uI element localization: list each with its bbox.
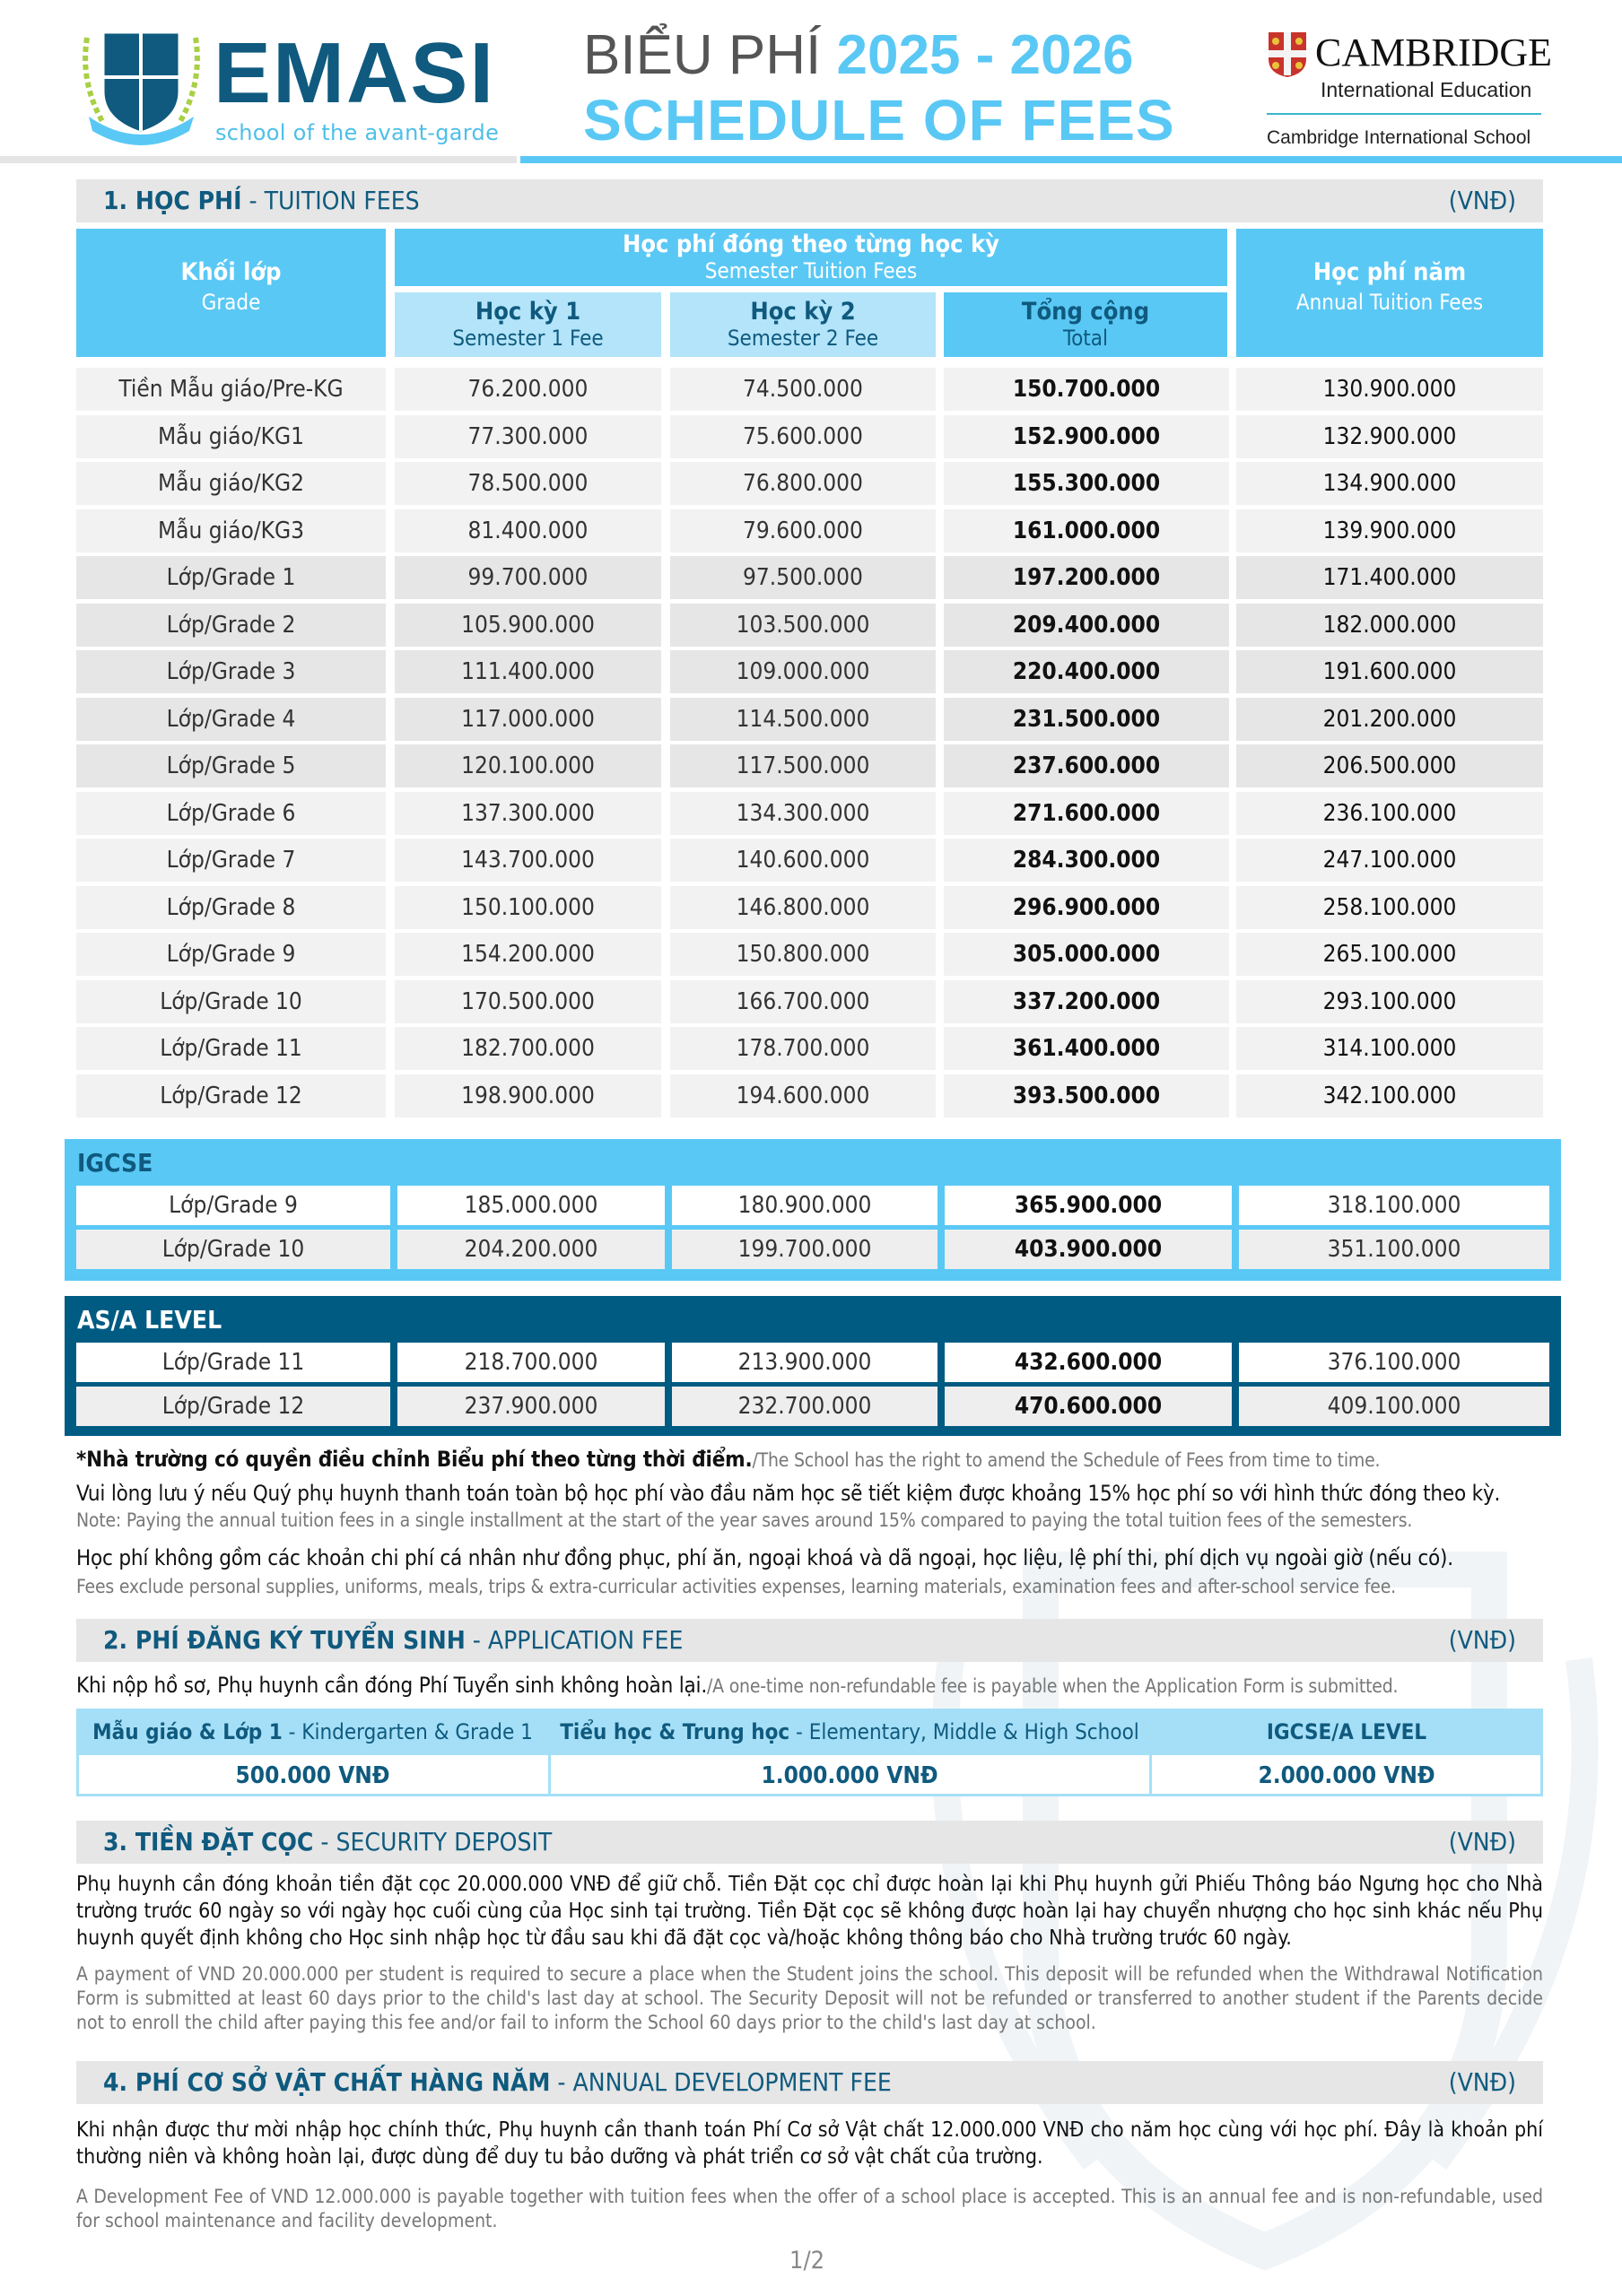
cell-annual: 314.100.000 (1236, 1027, 1543, 1070)
app-col-igcse: IGCSE/A LEVEL (1150, 1709, 1543, 1755)
cell-grade: Lớp/Grade 10 (76, 1230, 390, 1269)
cell-total: 209.400.000 (944, 604, 1229, 647)
app-value-kg: 500.000 VNĐ (76, 1755, 549, 1796)
currency-unit: (VNĐ) (1448, 1625, 1516, 1655)
app-border (76, 1709, 79, 1796)
table-row (76, 1027, 1543, 1070)
cell-annual: 236.100.000 (1236, 792, 1543, 835)
cell-grade: Mẫu giáo/KG1 (76, 415, 386, 458)
header-semester-group: Học phí đóng theo từng học kỳ Semester Tuition Fees (395, 229, 1227, 286)
cell-annual: 293.100.000 (1236, 980, 1543, 1023)
section-tuition-title: 1. HỌC PHÍ - TUITION FEES (103, 186, 420, 215)
cell-sem2: 114.500.000 (670, 698, 936, 741)
currency-unit: (VNĐ) (1448, 1827, 1516, 1857)
cell-total: 150.700.000 (944, 368, 1229, 411)
cell-sem2: 140.600.000 (670, 839, 936, 882)
cell-sem1: 198.900.000 (395, 1074, 661, 1118)
igcse-label: IGCSE (77, 1148, 153, 1178)
cell-grade: Lớp/Grade 1 (76, 556, 386, 599)
table-row (76, 792, 1543, 835)
app-value-school: 1.000.000 VNĐ (549, 1755, 1150, 1796)
cell-grade: Tiền Mẫu giáo/Pre-KG (76, 368, 386, 411)
application-intro: Khi nộp hồ sơ, Phụ huynh cần đóng Phí Tuyển sinh không hoàn lại./A one-time non-refundable fee is payable when the Application Form is submitted. (76, 1673, 1399, 1698)
school-name: EMASI (214, 25, 496, 121)
cell-grade: Lớp/Grade 9 (76, 933, 386, 976)
table-row (76, 1074, 1543, 1118)
section-application-bar (76, 1619, 1543, 1662)
table-row (76, 1387, 1549, 1426)
section-deposit-bar (76, 1821, 1543, 1864)
alevel-label: AS/A LEVEL (77, 1305, 222, 1335)
cell-grade: Lớp/Grade 10 (76, 980, 386, 1023)
table-row (76, 839, 1543, 882)
table-row (76, 980, 1543, 1023)
cell-sem2: 109.000.000 (670, 650, 936, 693)
title-vn (583, 24, 1134, 86)
cell-sem2: 74.500.000 (670, 368, 936, 411)
header-rule-grey (0, 156, 517, 163)
cell-sem1: 204.200.000 (397, 1230, 665, 1269)
header-total: Tổng cộng Total (944, 292, 1227, 357)
section-deposit-title: 3. TIỀN ĐẶT CỌC - SECURITY DEPOSIT (103, 1827, 553, 1857)
table-row (76, 415, 1543, 458)
cell-sem1: 76.200.000 (395, 368, 661, 411)
cell-sem2: 180.900.000 (672, 1186, 937, 1225)
cell-grade: Lớp/Grade 11 (76, 1343, 390, 1382)
cell-total: 155.300.000 (944, 462, 1229, 505)
cell-grade: Lớp/Grade 9 (76, 1186, 390, 1225)
partner-name: CAMBRIDGE (1315, 30, 1553, 74)
cell-sem2: 76.800.000 (670, 462, 936, 505)
cell-grade: Lớp/Grade 11 (76, 1027, 386, 1070)
note-exclude-vn: Học phí không gồm các khoản chi phí cá nhân như đồng phục, phí ăn, ngoại khoá và dã ngoại, học liệu, lệ phí thi, phí dịch vụ ngoài giờ (nếu có). (76, 1545, 1453, 1570)
table-row (76, 1230, 1549, 1269)
cell-total: 220.400.000 (944, 650, 1229, 693)
cell-sem1: 78.500.000 (395, 462, 661, 505)
cell-sem2: 178.700.000 (670, 1027, 936, 1070)
cell-annual: 318.100.000 (1239, 1186, 1549, 1225)
cell-grade: Lớp/Grade 12 (76, 1387, 390, 1426)
cell-total: 284.300.000 (944, 839, 1229, 882)
cell-sem1: 137.300.000 (395, 792, 661, 835)
header-sem1: Học kỳ 1 Semester 1 Fee (395, 292, 661, 357)
section-application-title: 2. PHÍ ĐĂNG KÝ TUYỂN SINH - APPLICATION FEE (103, 1625, 684, 1655)
currency-unit: (VNĐ) (1448, 186, 1516, 215)
cell-sem2: 134.300.000 (670, 792, 936, 835)
table-row (76, 604, 1543, 647)
cell-sem1: 120.100.000 (395, 744, 661, 787)
cell-annual: 130.900.000 (1236, 368, 1543, 411)
cell-grade: Mẫu giáo/KG3 (76, 509, 386, 552)
note-discount-en: Note: Paying the annual tuition fees in a single installment at the start of the year saves around 15% compared to paying the total tuition fees of the semesters. (76, 1509, 1413, 1531)
cell-sem1: 143.700.000 (395, 839, 661, 882)
table-row (76, 556, 1543, 599)
cell-annual: 342.100.000 (1236, 1074, 1543, 1118)
app-border (1540, 1709, 1543, 1796)
table-row (76, 462, 1543, 505)
table-row (76, 509, 1543, 552)
cell-total: 393.500.000 (944, 1074, 1229, 1118)
table-row (76, 368, 1543, 411)
cell-total: 152.900.000 (944, 415, 1229, 458)
cambridge-crest-icon (1267, 30, 1308, 79)
cell-sem1: 218.700.000 (397, 1343, 665, 1382)
cell-grade: Lớp/Grade 2 (76, 604, 386, 647)
cell-sem1: 77.300.000 (395, 415, 661, 458)
cell-sem2: 103.500.000 (670, 604, 936, 647)
cell-total: 403.900.000 (945, 1230, 1232, 1269)
development-text-en: A Development Fee of VND 12.000.000 is payable together with tuition fees when the offer of a school place is accepted. This is an annual fee and is non-refundable, used for school maintenance and facility development. (76, 2186, 1543, 2231)
cell-sem2: 79.600.000 (670, 509, 936, 552)
cell-sem2: 194.600.000 (670, 1074, 936, 1118)
currency-unit: (VNĐ) (1448, 2067, 1516, 2097)
title-year: 2025 - 2026 (836, 24, 1134, 86)
cell-grade: Lớp/Grade 12 (76, 1074, 386, 1118)
cell-total: 161.000.000 (944, 509, 1229, 552)
table-row (76, 698, 1543, 741)
cell-sem1: 111.400.000 (395, 650, 661, 693)
cell-total: 305.000.000 (944, 933, 1229, 976)
cell-sem2: 166.700.000 (670, 980, 936, 1023)
cell-annual: 139.900.000 (1236, 509, 1543, 552)
section-development-bar (76, 2061, 1543, 2104)
cell-grade: Mẫu giáo/KG2 (76, 462, 386, 505)
header-sem2: Học kỳ 2 Semester 2 Fee (670, 292, 936, 357)
cell-total: 365.900.000 (945, 1186, 1232, 1225)
cell-annual: 206.500.000 (1236, 744, 1543, 787)
cell-sem1: 117.000.000 (395, 698, 661, 741)
cell-annual: 171.400.000 (1236, 556, 1543, 599)
cell-annual: 265.100.000 (1236, 933, 1543, 976)
note-amend: *Nhà trường có quyền điều chỉnh Biểu phí theo từng thời điểm./The School has the right to amend the Schedule of Fees from time to time. (76, 1447, 1381, 1472)
app-border (548, 1709, 551, 1796)
cell-sem1: 81.400.000 (395, 509, 661, 552)
partner-divider (1267, 113, 1541, 115)
cell-total: 470.600.000 (945, 1387, 1232, 1426)
cell-sem1: 182.700.000 (395, 1027, 661, 1070)
cell-sem2: 117.500.000 (670, 744, 936, 787)
header-annual: Học phí năm Annual Tuition Fees (1236, 229, 1543, 357)
deposit-text-vn: Phụ huynh cần đóng khoản tiền đặt cọc 20.000.000 VNĐ để giữ chỗ. Tiền Đặt cọc chỉ được hoàn lại khi Phụ huynh gửi Phiếu Thông báo Ngưng học cho Nhà trường trước 60 ngày so với ngày học cuối cùng của Học sinh tại trường. Tiền Đặt cọc sẽ không được hoàn lại hay chuyển nhượng cho học sinh khác nếu Phụ huynh quyết định không cho Học sinh nhập học từ đầu sau khi đã đặt cọc và/hoặc không thông báo cho Nhà trường trước 60 ngày. (76, 1873, 1543, 1950)
cell-grade: Lớp/Grade 5 (76, 744, 386, 787)
cell-sem1: 150.100.000 (395, 886, 661, 929)
partner-subtitle: International Education (1321, 78, 1532, 101)
cell-sem2: 75.600.000 (670, 415, 936, 458)
section-tuition-bar (76, 179, 1543, 222)
table-row (76, 933, 1543, 976)
app-border (1149, 1709, 1152, 1796)
cell-grade: Lớp/Grade 3 (76, 650, 386, 693)
cell-sem1: 105.900.000 (395, 604, 661, 647)
cell-annual: 201.200.000 (1236, 698, 1543, 741)
table-row (76, 1343, 1549, 1382)
cell-sem2: 199.700.000 (672, 1230, 937, 1269)
cell-annual: 351.100.000 (1239, 1230, 1549, 1269)
cell-total: 337.200.000 (944, 980, 1229, 1023)
cell-annual: 409.100.000 (1239, 1387, 1549, 1426)
cell-total: 231.500.000 (944, 698, 1229, 741)
alevel-block (65, 1296, 1561, 1436)
cell-total: 432.600.000 (945, 1343, 1232, 1382)
cell-sem1: 154.200.000 (395, 933, 661, 976)
cell-annual: 134.900.000 (1236, 462, 1543, 505)
cell-total: 361.400.000 (944, 1027, 1229, 1070)
note-exclude-en: Fees exclude personal supplies, uniforms, meals, trips & extra-curricular activities expenses, learning materials, examination fees and after-school service fee. (76, 1576, 1396, 1597)
title-vn-text: BIỂU PHÍ (583, 24, 822, 86)
cell-sem1: 99.700.000 (395, 556, 661, 599)
emasi-crest-logo (76, 20, 206, 145)
cell-total: 237.600.000 (944, 744, 1229, 787)
cell-grade: Lớp/Grade 6 (76, 792, 386, 835)
igcse-block (65, 1139, 1561, 1281)
cell-annual: 258.100.000 (1236, 886, 1543, 929)
cell-sem1: 237.900.000 (397, 1387, 665, 1426)
cell-sem2: 97.500.000 (670, 556, 936, 599)
cell-total: 197.200.000 (944, 556, 1229, 599)
app-value-igcse: 2.000.000 VNĐ (1150, 1755, 1543, 1796)
cell-sem2: 150.800.000 (670, 933, 936, 976)
table-row (76, 886, 1543, 929)
cell-annual: 132.900.000 (1236, 415, 1543, 458)
school-tagline: school of the avant-garde (215, 120, 500, 145)
partner-school: Cambridge International School (1267, 127, 1531, 148)
table-row (76, 650, 1543, 693)
cell-sem1: 185.000.000 (397, 1186, 665, 1225)
cell-grade: Lớp/Grade 8 (76, 886, 386, 929)
app-col-school: Tiểu học & Trung học - Elementary, Middle & High School (549, 1709, 1150, 1755)
cell-sem2: 232.700.000 (672, 1387, 937, 1426)
cell-grade: Lớp/Grade 7 (76, 839, 386, 882)
cell-total: 271.600.000 (944, 792, 1229, 835)
app-col-kg: Mẫu giáo & Lớp 1 - Kindergarten & Grade 1 (76, 1709, 549, 1755)
development-text-vn: Khi nhận được thư mời nhập học chính thức, Phụ huynh cần thanh toán Phí Cơ sở Vật chất 12.000.000 VNĐ cho năm học cùng với học phí. Đây là khoản phí thường niên và không hoàn lại, được dùng để duy tu bảo dưỡng và phát triển cơ sở vật chất của trường. (76, 2118, 1543, 2169)
cell-annual: 191.600.000 (1236, 650, 1543, 693)
cell-annual: 376.100.000 (1239, 1343, 1549, 1382)
deposit-text-en: A payment of VND 20.000.000 per student is required to secure a place when the Student joins the school. This deposit will be refunded when the Withdrawal Notification Form is submitted at least 60 days prior to the child's last day at school. The Security Deposit will not be refunded or transferred to another student if the Parents decide not to enroll the child after paying this fee and/or fail to inform the School 60 days prior to the child's last day at school. (76, 1963, 1543, 2033)
cell-total: 296.900.000 (944, 886, 1229, 929)
cell-annual: 182.000.000 (1236, 604, 1543, 647)
cell-sem2: 213.900.000 (672, 1343, 937, 1382)
note-discount-vn: Vui lòng lưu ý nếu Quý phụ huynh thanh toán toàn bộ học phí vào đầu năm học sẽ tiết kiệm được khoảng 15% học phí so với hình thức đóng theo kỳ. (76, 1481, 1501, 1506)
cell-sem1: 170.500.000 (395, 980, 661, 1023)
section-development-title: 4. PHÍ CƠ SỞ VẬT CHẤT HÀNG NĂM - ANNUAL DEVELOPMENT FEE (103, 2067, 892, 2097)
cell-annual: 247.100.000 (1236, 839, 1543, 882)
header-rule-blue (520, 156, 1622, 163)
cell-grade: Lớp/Grade 4 (76, 698, 386, 741)
header-grade: Khối lớp Grade (76, 229, 386, 357)
cell-sem2: 146.800.000 (670, 886, 936, 929)
table-row (76, 1186, 1549, 1225)
page-number: 1/2 (789, 2247, 825, 2274)
title-en: SCHEDULE OF FEES (583, 88, 1175, 152)
table-row (76, 744, 1543, 787)
